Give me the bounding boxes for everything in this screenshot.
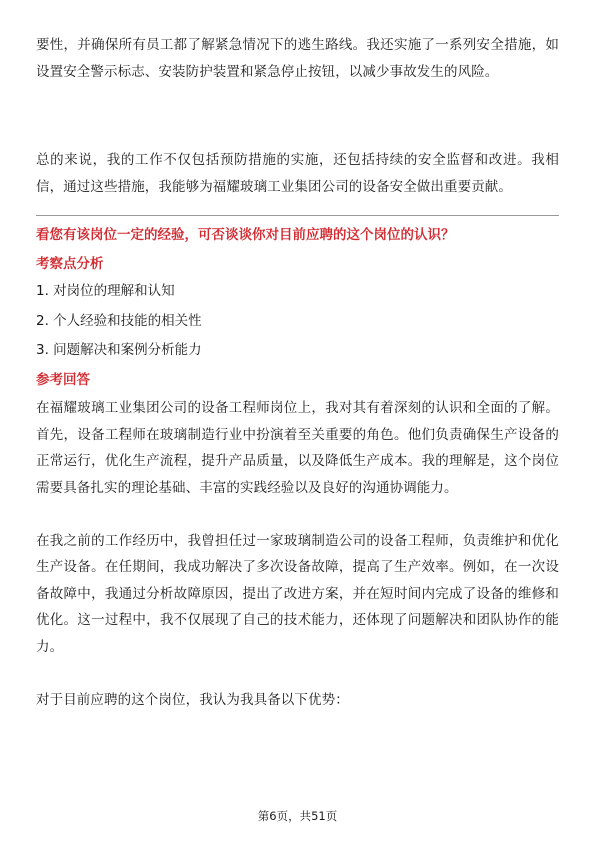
answer-heading: 参考回答: [36, 372, 90, 388]
summary-paragraph: 总的来说，我的工作不仅包括预防措施的实施，还包括持续的安全监督和改进。我相信，通过这些措施，我能够为福耀玻璃工业集团公司的设备安全做出重要贡献。: [36, 152, 559, 195]
page-number-footer: 第6页，共51页: [257, 809, 338, 823]
analysis-point: 3. 问题解决和案例分析能力: [36, 342, 202, 358]
answer-paragraph: 在福耀玻璃工业集团公司的设备工程师岗位上，我对其有着深刻的认识和全面的了解。首先，设备工程师在玻璃制造行业中扮演着至关重要的角色。他们负责确保生产设备的正常运行，优化生产流程，提升产品质量，以及降低生产成本。我的理解是，这个岗位需要具备扎实的理论基础、丰富的实践经验以及良好的沟通协调能力。: [36, 400, 559, 496]
section-divider: [36, 215, 559, 216]
analysis-point: 1. 对岗位的理解和认知: [36, 283, 175, 299]
answer-paragraph: 在我之前的工作经历中，我曾担任过一家玻璃制造公司的设备工程师，负责维护和优化生产设备。在任期间，我成功解决了多次设备故障，提高了生产效率。例如，在一次设备故障中，我通过分析故障原因，提出了改进方案，并在短时间内完成了设备的维修和优化。这一过程中，我不仅展现了自己的技术能力，还体现了问题解决和团队协作的能力。: [36, 532, 559, 655]
document-page: [36, 0, 559, 842]
interview-question: 看您有该岗位一定的经验，可否谈谈你对目前应聘的这个岗位的认识？: [36, 227, 455, 243]
intro-paragraph: 要性，并确保所有员工都了解紧急情况下的逃生路线。我还实施了一系列安全措施，如设置安全警示标志、安装防护装置和紧急停止按钮，以减少事故发生的风险。: [36, 37, 559, 80]
answer-paragraph: 对于目前应聘的这个岗位，我认为我具备以下优势：: [36, 691, 349, 708]
answer-body: [36, 395, 559, 740]
analysis-points-list: [36, 277, 202, 366]
analysis-heading: 考察点分析: [36, 256, 104, 272]
analysis-point: 2. 个人经验和技能的相关性: [36, 312, 202, 329]
